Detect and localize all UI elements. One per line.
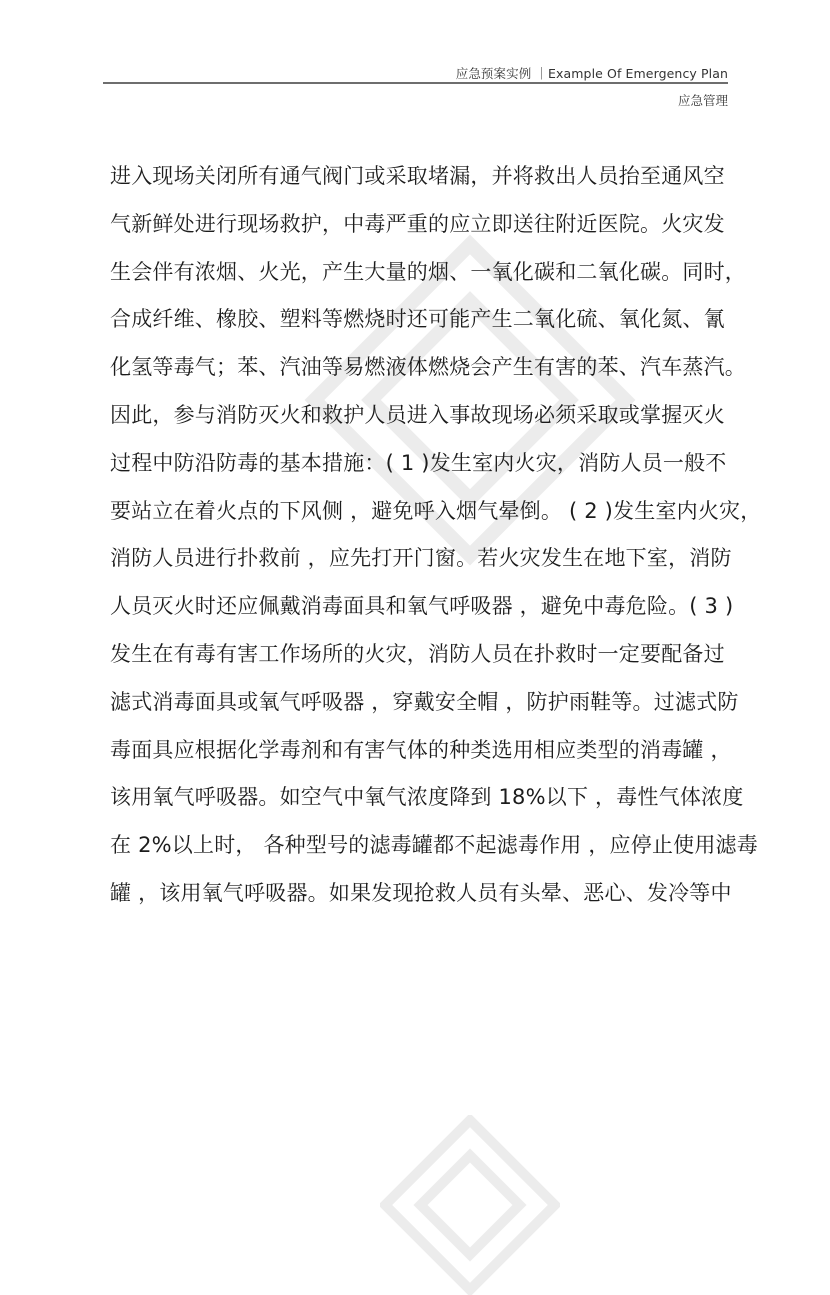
watermark-logo-icon-bottom — [380, 1115, 560, 1295]
paragraph-line: 罐 ，该用氧气呼吸器。如果发现抢救人员有头晕、恶心、发冷等中 — [110, 880, 732, 905]
paragraph-line: 滤式消毒面具或氧气呼吸器 ，穿戴安全帽 ，防护雨鞋等。过滤式防 — [110, 689, 739, 714]
header-divider — [103, 82, 728, 84]
paragraph-line: 进入现场关闭所有通气阀门或采取堵漏，并将救出人员抬至通风空 — [110, 164, 725, 188]
document-body — [110, 153, 762, 918]
paragraph-line: 化氢等毒气；苯、汽油等易燃液体燃烧会产生有害的苯、汽车蒸汽。 — [110, 355, 746, 380]
paragraph-line: 要站立在着火点的下风侧 ，避免呼入烟气晕倒。 ( 2 )发生室内火灾， — [110, 498, 762, 523]
header-title: 应急预案实例 ｜Example Of Emergency Plan — [455, 66, 728, 81]
paragraph-line: 毒面具应根据化学毒剂和有害气体的种类选用相应类型的消毒罐 ， — [110, 737, 732, 762]
paragraph-line: 人员灭火时还应佩戴消毒面具和氧气呼吸器 ，避免中毒危险。( 3 ) — [110, 594, 734, 619]
paragraph-line: 发生在有毒有害工作场所的火灾，消防人员在扑救时一定要配备过 — [110, 641, 725, 666]
paragraph-line: 生会伴有浓烟、火光，产生大量的烟、一氧化碳和二氧化碳。同时， — [110, 259, 746, 284]
paragraph-line: 消防人员进行扑救前 ，应先打开门窗。若火灾发生在地下室，消防 — [110, 546, 732, 571]
paragraph-line: 气新鲜处进行现场救护，中毒严重的应立即送往附近医院。火灾发 — [110, 211, 725, 236]
paragraph-line: 过程中防沿防毒的基本措施：( 1 )发生室内火灾，消防人员一般不 — [110, 450, 727, 475]
header-subtitle: 应急管理 — [677, 93, 728, 108]
paragraph-line: 因此，参与消防灭火和救护人员进入事故现场必须采取或掌握灭火 — [110, 402, 725, 427]
paragraph-line: 该用氧气呼吸器。如空气中氧气浓度降到 18%以下 ，毒性气体浓度 — [110, 785, 744, 810]
paragraph-line: 在 2%以上时， 各种型号的滤毒罐都不起滤毒作用 ，应停止使用滤毒 — [110, 833, 758, 858]
paragraph-line: 合成纤维、橡胶、塑料等燃烧时还可能产生二氧化硫、氧化氮、氰 — [110, 307, 725, 332]
